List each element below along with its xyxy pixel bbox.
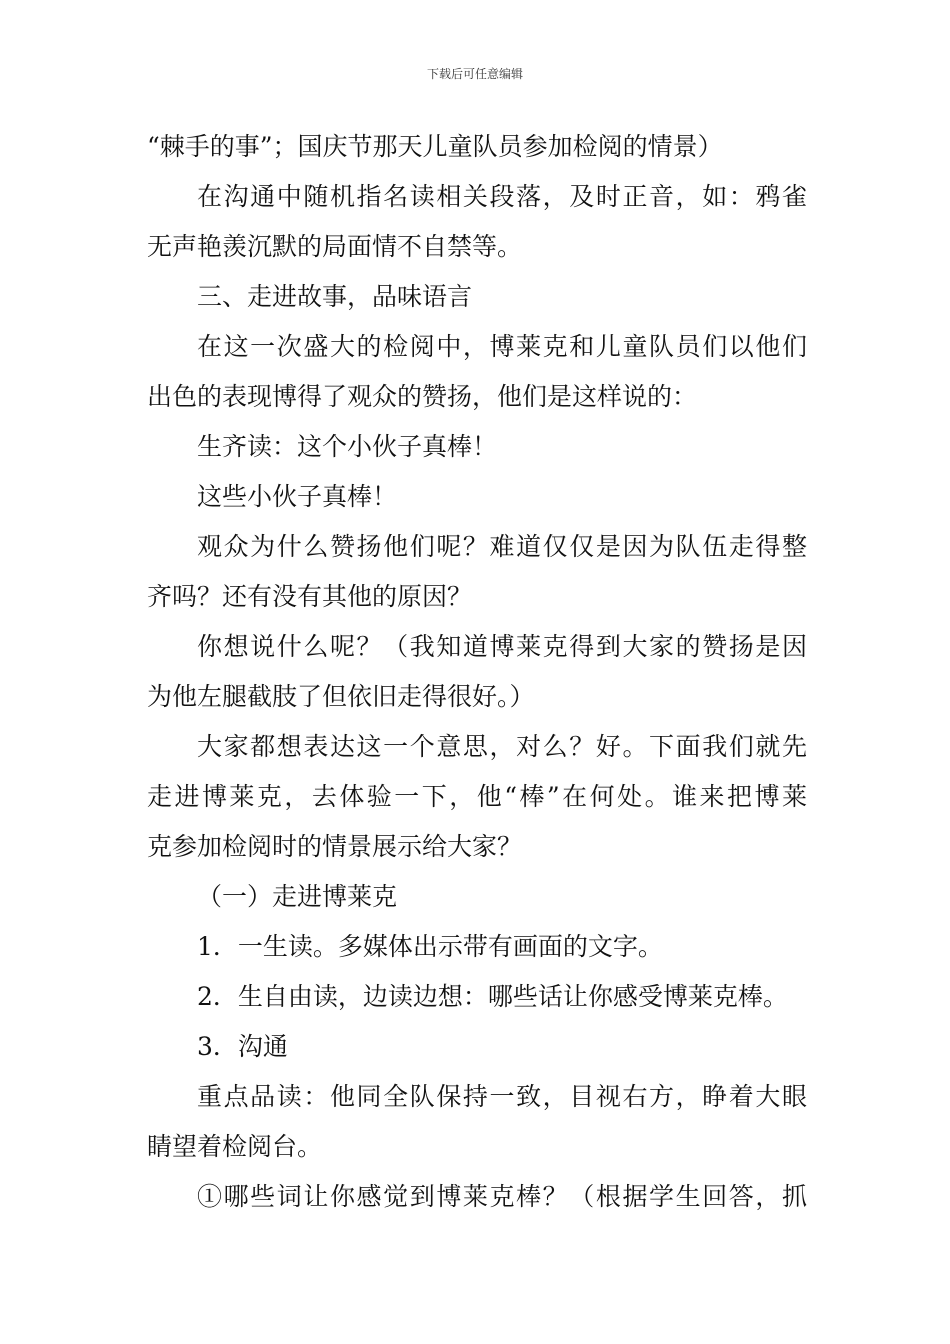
text-line: “棘手的事”；国庆节那天儿童队员参加检阅的情景） [147, 132, 723, 161]
text-line: 生齐读：这个小伙子真棒！ [197, 432, 498, 461]
text-line: 观众为什么赞扬他们呢？难道仅仅是因为队伍走得整 [197, 532, 807, 561]
text-line: 这些小伙子真棒！ [197, 482, 398, 511]
text-line: ①哪些词让你感觉到博莱克棒？（根据学生回答，抓 [197, 1182, 807, 1211]
text-line: 齐吗？还有没有其他的原因？ [147, 582, 473, 611]
list-item: 3．沟通 [197, 1032, 288, 1061]
section-heading: 三、走进故事，品味语言 [197, 282, 473, 311]
text-line: 走进博莱克，去体验一下，他“棒”在何处。谁来把博莱 [147, 782, 807, 811]
text-line: 在这一次盛大的检阅中，博莱克和儿童队员们以他们 [197, 332, 807, 361]
subsection-heading: （一）走进博莱克 [197, 882, 398, 911]
text-line: 你想说什么呢？（我知道博莱克得到大家的赞扬是因 [197, 632, 807, 661]
document-body [147, 128, 807, 1228]
list-item: 1．一生读。多媒体出示带有画面的文字。 [197, 932, 663, 961]
text-line: 在沟通中随机指名读相关段落，及时正音，如：鸦雀 [197, 182, 807, 211]
text-line: 为他左腿截肢了但依旧走得很好。） [147, 682, 535, 711]
text-line: 出色的表现博得了观众的赞扬，他们是这样说的： [147, 382, 698, 411]
text-line: 重点品读：他同全队保持一致，目视右方，睁着大眼 [197, 1082, 807, 1111]
text-line: 大家都想表达这一个意思，对么？好。下面我们就先 [197, 732, 807, 761]
text-line: 无声艳羡沉默的局面情不自禁等。 [147, 232, 523, 261]
text-line: 睛望着检阅台。 [147, 1132, 323, 1161]
page-header-note: 下载后可任意编辑 [426, 67, 523, 81]
list-item: 2．生自由读，边读边想：哪些话让你感受博莱克棒。 [197, 982, 788, 1011]
text-line: 克参加检阅时的情景展示给大家？ [147, 832, 523, 861]
